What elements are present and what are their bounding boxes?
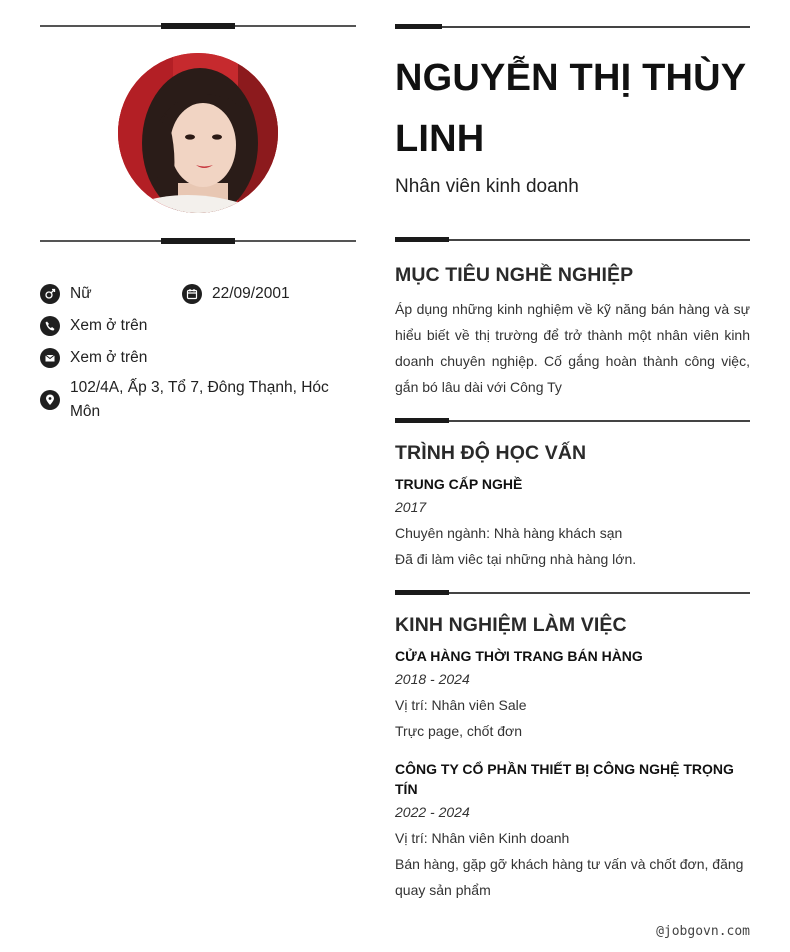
objective-divider — [395, 239, 750, 241]
experience-heading: KINH NGHIỆM LÀM VIỆC — [395, 614, 627, 636]
avatar — [118, 53, 278, 213]
job-description: Trực page, chốt đơn — [395, 723, 522, 739]
company-name: CÔNG TY CỔ PHẦN THIẾT BỊ CÔNG NGHỆ TRỌNG TÍN — [395, 761, 734, 797]
company-name: CỬA HÀNG THỜI TRANG BÁN HÀNG — [395, 648, 643, 664]
watermark: @jobgovn.com — [656, 924, 750, 939]
education-heading: TRÌNH ĐỘ HỌC VẤN — [395, 442, 587, 464]
job-position: Vị trí: Nhân viên Sale — [395, 697, 527, 713]
calendar-icon — [182, 284, 202, 304]
experience-entry — [395, 646, 750, 744]
job-period: 2018 - 2024 — [395, 671, 470, 687]
birthday-value: 22/09/2001 — [212, 285, 290, 302]
education-major: Chuyên ngành: Nhà hàng khách sạn — [395, 525, 623, 541]
objective-text: Áp dụng những kinh nghiệm về kỹ năng bán hàng và sự hiểu biết về thị trường để trở thành một nhân viên kinh doanh chuyên nghiệp. Cố gắng hoàn thành công việc, gắn bó lâu dài với Công Ty — [395, 301, 750, 395]
job-period: 2022 - 2024 — [395, 804, 470, 820]
education-year: 2017 — [395, 499, 427, 515]
education-note: Đã đi làm viêc tại những nhà hàng lớn. — [395, 551, 637, 567]
experience-entry — [395, 759, 750, 903]
contact-info — [40, 278, 356, 424]
header-divider — [395, 26, 750, 28]
job-position: Vị trí: Nhân viên Kinh doanh — [395, 830, 570, 846]
top-left-divider — [40, 25, 356, 27]
bottom-left-divider — [40, 240, 356, 242]
address-value: 102/4A, Ấp 3, Tổ 7, Đông Thạnh, Hóc Môn — [70, 379, 329, 420]
email-value: Xem ở trên — [70, 349, 148, 366]
gender-icon — [40, 284, 60, 304]
phone-icon — [40, 316, 60, 336]
education-entry — [395, 474, 750, 572]
mail-icon — [40, 348, 60, 368]
candidate-name: NGUYỄN THỊ THÙY LINH — [395, 57, 746, 160]
objective-heading: MỤC TIÊU NGHỀ NGHIỆP — [395, 264, 634, 286]
school-name: TRUNG CẤP NGHỀ — [395, 476, 523, 492]
job-description: Bán hàng, gặp gỡ khách hàng tư vấn và chốt đơn, đăng quay sản phẩm — [395, 856, 744, 898]
location-pin-icon — [40, 390, 60, 410]
job-title: Nhân viên kinh doanh — [395, 176, 579, 197]
experience-divider — [395, 592, 750, 594]
education-divider — [395, 420, 750, 422]
phone-value: Xem ở trên — [70, 317, 148, 334]
gender-value: Nữ — [70, 285, 92, 302]
